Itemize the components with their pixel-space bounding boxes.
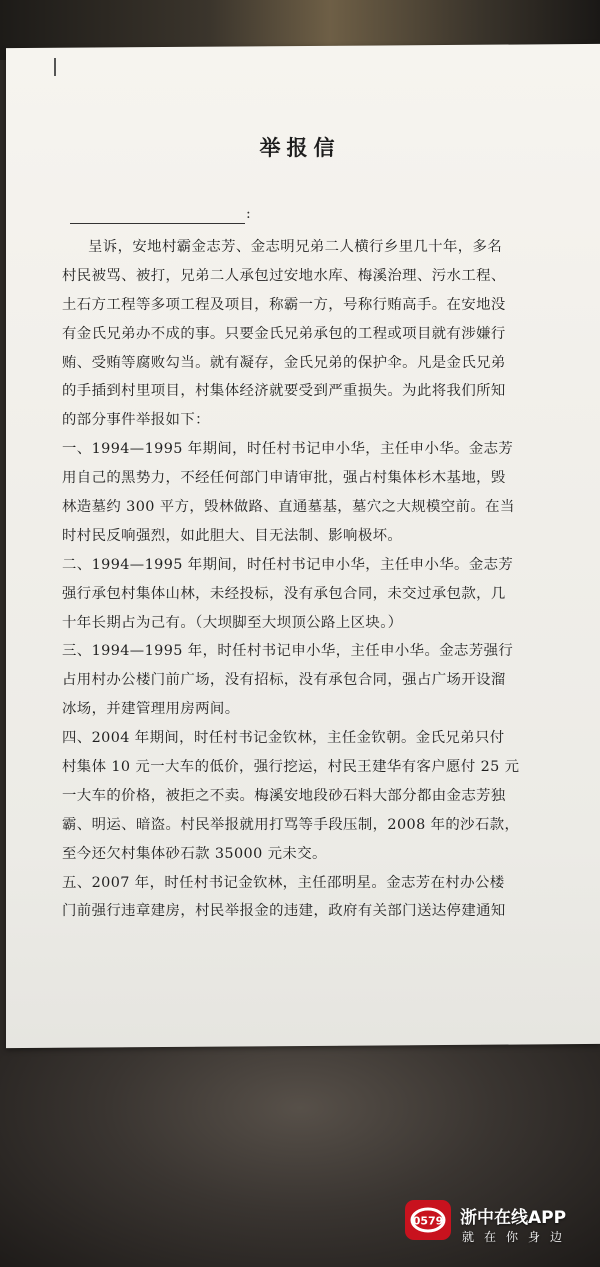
body-line: 门前强行违章建房，村民举报金的违建，政府有关部门送达停建通知 xyxy=(62,903,506,920)
body-line: 贿、受贿等腐败勾当。就有凝存，金氏兄弟的保护伞。凡是金氏兄弟 xyxy=(62,354,506,371)
body-line: 四、2004 年期间，时任村书记金钦林，主任金钦朝。金氏兄弟只付 xyxy=(62,730,505,747)
logo-ring-icon xyxy=(409,1205,447,1235)
body-line: 村民被骂、被打，兄弟二人承包过安地水库、梅溪治理、污水工程、 xyxy=(62,267,506,284)
body-line: 十年长期占为己有。（大坝脚至大坝顶公路上区块。） xyxy=(62,614,403,631)
body-line: 用自己的黑势力，不经任何部门申请审批，强占村集体杉木基地，毁 xyxy=(62,470,506,487)
body-line: 占用村办公楼门前广场，没有招标，没有承包合同，强占广场开设溜 xyxy=(62,672,506,689)
body-line: 霸、明运、暗盗。村民举报就用打骂等手段压制，2008 年的沙石款， xyxy=(62,816,520,833)
app-slogan: 就在你身边 xyxy=(462,1230,573,1244)
body-line: 呈诉，安地村霸金志芳、金志明兄弟二人横行乡里几十年，多名 xyxy=(88,239,503,255)
body-line: 一、1994—1995 年期间，时任村书记申小华，主任申小华。金志芳 xyxy=(62,441,514,458)
letter-title: 举报信 xyxy=(259,135,341,160)
body-line: 强行承包村集体山林，未经投标，没有承包合同，未交过承包款，几 xyxy=(62,585,506,602)
body-line: 一大车的价格，被拒之不卖。梅溪安地段砂石料大部分都由金志芳独 xyxy=(62,787,506,804)
body-line: 冰场，并建管理用房两间。 xyxy=(62,701,240,718)
body-line: 时村民反响强烈，如此胆大、目无法制、影响极坏。 xyxy=(62,527,403,544)
app-name: 浙中在线APP xyxy=(460,1208,567,1228)
body-line: 的手插到村里项目，村集体经济就要受到严重损失。为此将我们所知 xyxy=(62,383,506,400)
app-logo-icon xyxy=(405,1200,451,1240)
body-line: 的部分事件举报如下： xyxy=(62,412,210,429)
logo-text: 0579 xyxy=(412,1214,444,1228)
letter-body xyxy=(62,233,562,926)
body-line: 村集体 10 元一大车的低价，强行挖运，村民王建华有客户愿付 25 元 xyxy=(62,759,520,776)
body-line: 二、1994—1995 年期间，时任村书记申小华，主任申小华。金志芳 xyxy=(62,556,514,573)
body-line: 有金氏兄弟办不成的事。只要金氏兄弟承包的工程或项目就有涉嫌行 xyxy=(62,325,506,342)
addressee-colon: : xyxy=(246,206,251,222)
body-line: 至今还欠村集体砂石款 35000 元未交。 xyxy=(62,845,327,862)
body-line: 林造墓约 300 平方，毁林做路、直通墓基，墓穴之大规模空前。在当 xyxy=(62,499,515,516)
body-line: 五、2007 年，时任村书记金钦林，主任邵明星。金志芳在村办公楼 xyxy=(62,874,505,891)
addressee-blank xyxy=(70,206,245,224)
body-line: 土石方工程等多项工程及项目，称霸一方，号称行贿高手。在安地没 xyxy=(62,296,506,313)
paper-mark xyxy=(54,58,56,76)
body-line: 三、1994—1995 年，时任村书记申小华，主任申小华。金志芳强行 xyxy=(62,643,514,660)
